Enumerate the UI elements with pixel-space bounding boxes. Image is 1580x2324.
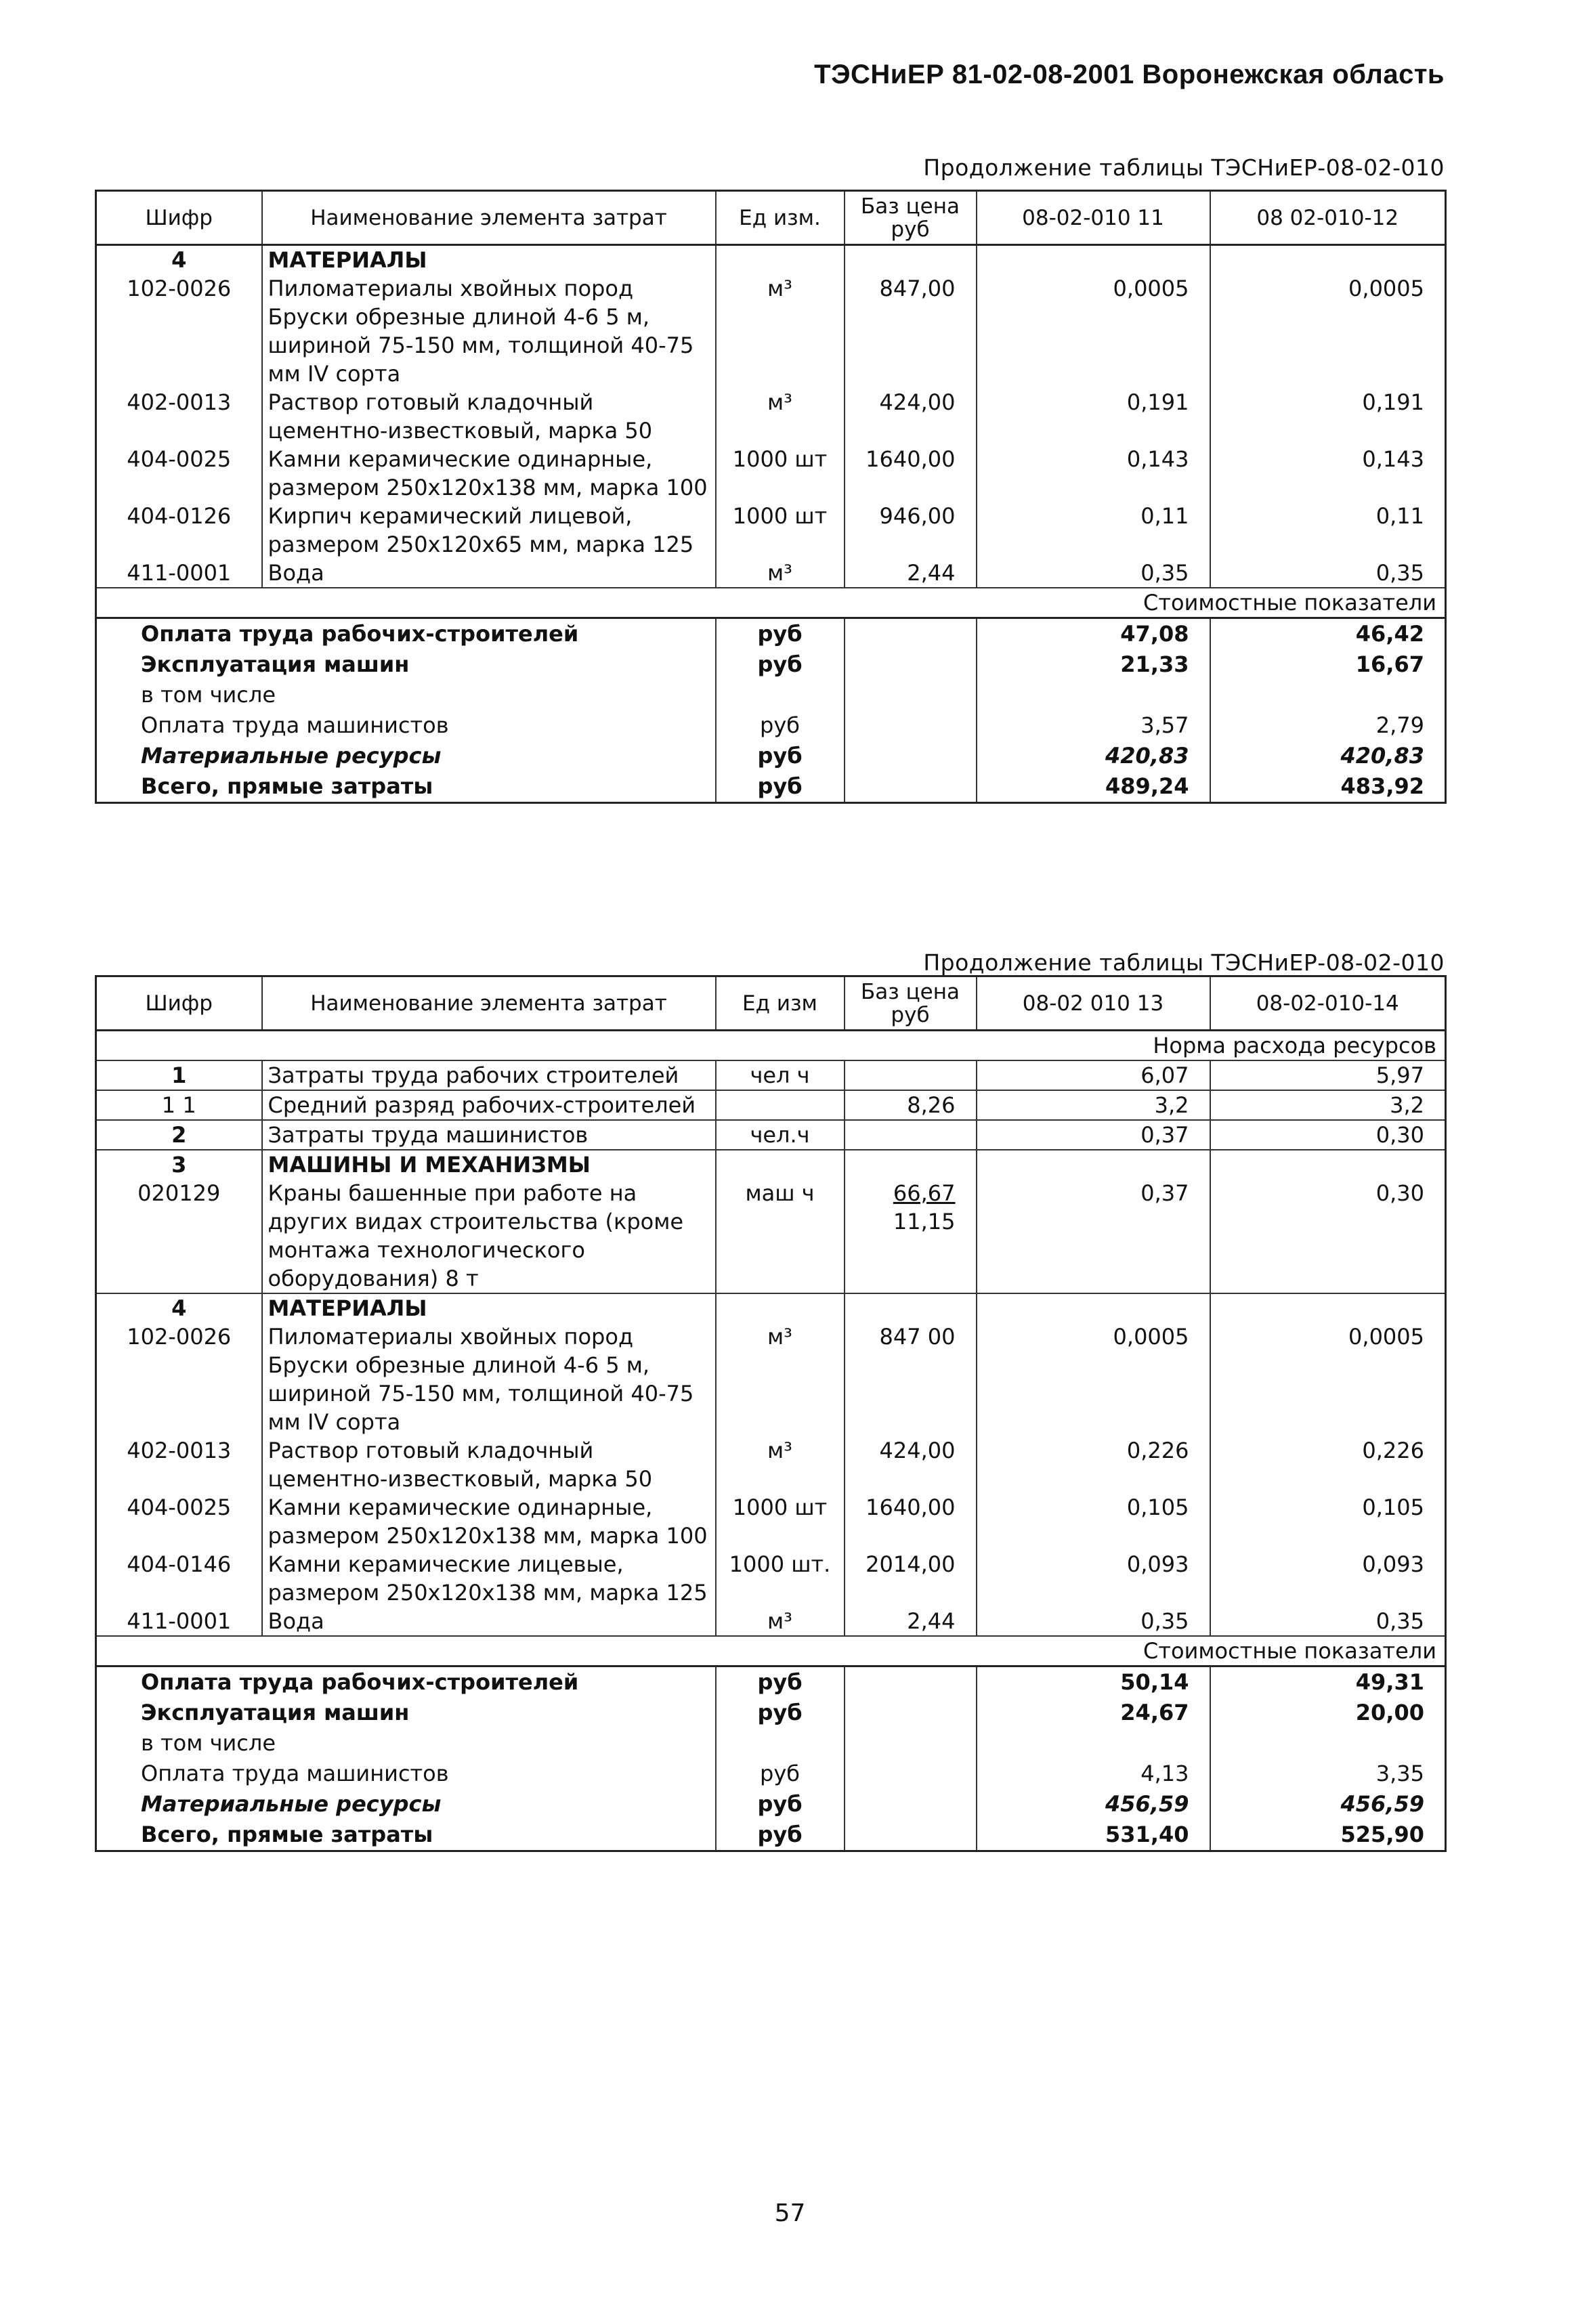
section-code: 4: [96, 245, 262, 275]
price-header: Баз цена руб: [845, 191, 977, 245]
empty-cell: [977, 245, 1210, 275]
cost-name: Эксплуатация машин: [141, 651, 410, 677]
cost-value-2: 3,35: [1210, 1759, 1446, 1789]
cost-name: Оплата труда рабочих-строителей: [141, 621, 579, 647]
item-name: Вода: [262, 1607, 716, 1636]
cost-value-2: 525,90: [1210, 1820, 1446, 1851]
item-name: Пиломатериалы хвойных пород Бруски обрезные длиной 4-6 5 м, шириной 75-150 мм, толщиной 40-75 мм IV сорта: [262, 1322, 716, 1436]
item-price: 1640,00: [845, 445, 977, 502]
cost-name: Оплата труда машинистов: [141, 1761, 449, 1786]
cost-value-1: 4,13: [977, 1759, 1210, 1789]
empty-cell: [845, 649, 977, 680]
table-row: [96, 1179, 1446, 1293]
cost-unit: руб: [716, 710, 845, 741]
item-unit: [716, 1090, 845, 1120]
col1-header: 08-02 010 13: [977, 976, 1210, 1031]
item-unit: чел ч: [716, 1060, 845, 1090]
item-value-1: 0,35: [977, 559, 1210, 588]
item-code: 404-0126: [127, 503, 232, 529]
cost-row: [96, 1789, 1446, 1820]
table-row: [96, 388, 1446, 445]
item-value-2: 0,143: [1210, 445, 1446, 502]
item-unit: м³: [716, 388, 845, 445]
empty-cell: [977, 1150, 1210, 1179]
table2-continuation: Продолжение таблицы ТЭСНиЕР-08-02-010: [923, 949, 1445, 976]
table1: [95, 190, 1447, 804]
name-header: Наименование элемента затрат: [262, 191, 716, 245]
item-name: Затраты труда рабочих строителей: [262, 1060, 716, 1090]
unit-header: Ед изм.: [716, 191, 845, 245]
item-price: [845, 1179, 977, 1293]
empty-cell: [977, 1293, 1210, 1322]
cost-name: Оплата труда рабочих-строителей: [141, 1669, 579, 1695]
item-value-1: 3,2: [977, 1090, 1210, 1120]
cost-name: Эксплуатация машин: [141, 1700, 410, 1725]
item-unit: м³: [716, 559, 845, 588]
cost-value-2: 16,67: [1210, 649, 1446, 680]
table-row: [96, 559, 1446, 588]
norm-label-text: Норма расхода ресурсов: [96, 1031, 1446, 1061]
item-price: [845, 1060, 977, 1090]
item-name: Средний разряд рабочих-строителей: [262, 1090, 716, 1120]
cost-name: Оплата труда машинистов: [141, 712, 449, 738]
item-value-1: 6,07: [977, 1060, 1210, 1090]
cost-name: Всего, прямые затраты: [141, 773, 433, 799]
item-price: 8,26: [845, 1090, 977, 1120]
table-row: [96, 1493, 1446, 1550]
table-row: [96, 445, 1446, 502]
item-price: 2,44: [845, 559, 977, 588]
table1-continuation: Продолжение таблицы ТЭСНиЕР-08-02-010: [923, 154, 1445, 181]
section-title: МАШИНЫ И МЕХАНИЗМЫ: [262, 1150, 716, 1179]
empty-cell: [845, 1293, 977, 1322]
item-value-1: 0,0005: [977, 1322, 1210, 1436]
item-value-2: 0,30: [1210, 1120, 1446, 1150]
item-code: 020129: [137, 1180, 221, 1206]
col1-header: 08-02-010 11: [977, 191, 1210, 245]
cost-label: [96, 588, 1446, 618]
item-value-1: 0,35: [977, 1607, 1210, 1636]
cost-row: [96, 741, 1446, 771]
item-name: Краны башенные при работе на других видах строительства (кроме монтажа технологического оборудования) 8 т: [262, 1179, 716, 1293]
table-row: [96, 1060, 1446, 1090]
cost-row: [96, 1698, 1446, 1728]
price-header: Баз цена руб: [845, 976, 977, 1031]
cost-row: [96, 1759, 1446, 1789]
item-unit: м³: [716, 274, 845, 388]
item-price: 2,44: [845, 1607, 977, 1636]
item-value-2: 0,0005: [1210, 274, 1446, 388]
table-row: [96, 1090, 1446, 1120]
cost-value-1: 3,57: [977, 710, 1210, 741]
item-price: 847,00: [845, 274, 977, 388]
item-code: 411-0001: [127, 560, 232, 586]
cost-value-2: 49,31: [1210, 1666, 1446, 1698]
cost-unit: [716, 680, 845, 710]
section-title: МАТЕРИАЛЫ: [262, 1293, 716, 1322]
name-header: Наименование элемента затрат: [262, 976, 716, 1031]
item-value-2: 0,30: [1210, 1179, 1446, 1293]
cost-unit: руб: [716, 1759, 845, 1789]
cost-unit: руб: [716, 1666, 845, 1698]
item-name: Кирпич керамический лицевой, размером 250x120x65 мм, марка 125: [262, 502, 716, 559]
cost-unit: руб: [716, 1698, 845, 1728]
cost-label-text: Стоимостные показатели: [96, 588, 1446, 618]
item-code: 102-0026: [127, 276, 232, 301]
item-unit: м³: [716, 1322, 845, 1436]
item-code: 102-0026: [127, 1324, 232, 1350]
item-value-1: 0,0005: [977, 274, 1210, 388]
item-code: 402-0013: [127, 1438, 232, 1463]
col2-header: 08 02-010-12: [1210, 191, 1446, 245]
cost-unit: руб: [716, 771, 845, 803]
empty-cell: [1210, 1150, 1446, 1179]
cost-name: в том числе: [141, 682, 276, 708]
code-header: Шифр: [145, 991, 213, 1016]
empty-cell: [1210, 1293, 1446, 1322]
cost-row: [96, 649, 1446, 680]
cost-value-2: 20,00: [1210, 1698, 1446, 1728]
empty-cell: [1210, 245, 1446, 275]
item-unit: 1000 шт: [716, 445, 845, 502]
item-unit: чел.ч: [716, 1120, 845, 1150]
cost-value-1: 47,08: [977, 618, 1210, 650]
item-unit: 1000 шт: [716, 502, 845, 559]
item-name: Пиломатериалы хвойных пород Бруски обрезные длиной 4-6 5 м, шириной 75-150 мм, толщиной 40-75 мм IV сорта: [262, 274, 716, 388]
item-price: 1640,00: [845, 1493, 977, 1550]
cost-unit: руб: [716, 1820, 845, 1851]
item-value-2: 0,35: [1210, 559, 1446, 588]
cost-value-2: 456,59: [1210, 1789, 1446, 1820]
empty-cell: [845, 680, 977, 710]
cost-unit: руб: [716, 1789, 845, 1820]
cost-unit: руб: [716, 649, 845, 680]
cost-row: [96, 1728, 1446, 1759]
item-value-1: 0,37: [977, 1120, 1210, 1150]
cost-name: Материальные ресурсы: [141, 1791, 442, 1817]
item-value-1: 0,11: [977, 502, 1210, 559]
table-row: [96, 274, 1446, 388]
empty-cell: [716, 1150, 845, 1179]
item-name: Раствор готовый кладочный цементно-известковый, марка 50: [262, 388, 716, 445]
document-header: ТЭСНиЕР 81-02-08-2001 Воронежская область: [814, 60, 1445, 89]
item-name: Затраты труда машинистов: [262, 1120, 716, 1150]
empty-cell: [845, 1789, 977, 1820]
item-value-2: 0,191: [1210, 388, 1446, 445]
table-row: [96, 1436, 1446, 1493]
price-value-secondary: 11,15: [893, 1209, 956, 1234]
empty-cell: [716, 245, 845, 275]
table2: [95, 975, 1447, 1852]
item-name: Раствор готовый кладочный цементно-известковый, марка 50: [262, 1436, 716, 1493]
item-unit: маш ч: [716, 1179, 845, 1293]
item-unit: 1000 шт: [716, 1493, 845, 1550]
cost-value-2: 483,92: [1210, 771, 1446, 803]
item-value-2: 0,0005: [1210, 1322, 1446, 1436]
cost-value-1: [977, 680, 1210, 710]
item-name: Камни керамические одинарные, размером 250x120x138 мм, марка 100: [262, 1493, 716, 1550]
cost-value-1: 456,59: [977, 1789, 1210, 1820]
item-value-1: 0,37: [977, 1179, 1210, 1293]
item-value-2: 5,97: [1210, 1060, 1446, 1090]
cost-value-2: [1210, 1728, 1446, 1759]
table-row: [96, 1322, 1446, 1436]
code-header: Шифр: [145, 205, 213, 230]
item-value-1: 0,226: [977, 1436, 1210, 1493]
cost-value-1: 50,14: [977, 1666, 1210, 1698]
item-value-1: 0,105: [977, 1493, 1210, 1550]
empty-cell: [845, 618, 977, 650]
table-row: [96, 1550, 1446, 1607]
section-title: МАТЕРИАЛЫ: [262, 245, 716, 275]
table-row: [96, 1607, 1446, 1636]
item-price: 2014,00: [845, 1550, 977, 1607]
cost-unit: руб: [716, 618, 845, 650]
item-code: 1 1: [96, 1090, 262, 1120]
page-number: 57: [774, 2199, 806, 2227]
empty-cell: [845, 1666, 977, 1698]
cost-row: [96, 771, 1446, 803]
item-value-2: 3,2: [1210, 1090, 1446, 1120]
cost-label-text: Стоимостные показатели: [96, 1636, 1446, 1666]
norm-label: [96, 1031, 1446, 1061]
section-row: [96, 245, 1446, 275]
empty-cell: [845, 741, 977, 771]
section-code: 3: [96, 1150, 262, 1179]
empty-cell: [845, 1698, 977, 1728]
item-price: 847 00: [845, 1322, 977, 1436]
cost-value-1: 21,33: [977, 649, 1210, 680]
empty-cell: [845, 771, 977, 803]
item-value-1: 0,143: [977, 445, 1210, 502]
cost-value-1: 489,24: [977, 771, 1210, 803]
cost-value-1: 420,83: [977, 741, 1210, 771]
item-unit: 1000 шт.: [716, 1550, 845, 1607]
cost-value-2: 46,42: [1210, 618, 1446, 650]
col2-header: 08-02-010-14: [1210, 976, 1446, 1031]
header-row: [96, 976, 1446, 1031]
empty-cell: [845, 1759, 977, 1789]
item-value-2: 0,11: [1210, 502, 1446, 559]
cost-row: [96, 1666, 1446, 1698]
cost-name: Материальные ресурсы: [141, 743, 442, 769]
empty-cell: [845, 1728, 977, 1759]
section-row: [96, 1150, 1446, 1179]
cost-value-2: 420,83: [1210, 741, 1446, 771]
empty-cell: [716, 1293, 845, 1322]
item-code: 404-0146: [127, 1551, 232, 1577]
cost-row: [96, 1820, 1446, 1851]
cost-row: [96, 710, 1446, 741]
item-name: Камни керамические лицевые, размером 250x120x138 мм, марка 125: [262, 1550, 716, 1607]
item-code: 411-0001: [127, 1608, 232, 1634]
item-value-1: 0,093: [977, 1550, 1210, 1607]
item-value-2: 0,226: [1210, 1436, 1446, 1493]
item-name: Вода: [262, 559, 716, 588]
cost-value-1: 24,67: [977, 1698, 1210, 1728]
cost-name: Всего, прямые затраты: [141, 1822, 433, 1847]
item-price: 424,00: [845, 1436, 977, 1493]
item-name: Камни керамические одинарные, размером 250x120x138 мм, марка 100: [262, 445, 716, 502]
item-unit: м³: [716, 1436, 845, 1493]
table-row: [96, 502, 1446, 559]
cost-value-2: 2,79: [1210, 710, 1446, 741]
item-price: 946,00: [845, 502, 977, 559]
item-code: 2: [96, 1120, 262, 1150]
item-price: 424,00: [845, 388, 977, 445]
item-value-2: 0,105: [1210, 1493, 1446, 1550]
item-value-2: 0,35: [1210, 1607, 1446, 1636]
empty-cell: [845, 245, 977, 275]
item-value-1: 0,191: [977, 388, 1210, 445]
table-row: [96, 1120, 1446, 1150]
item-price: [845, 1120, 977, 1150]
cost-unit: руб: [716, 741, 845, 771]
item-code: 402-0013: [127, 389, 232, 415]
cost-row: [96, 618, 1446, 650]
unit-header: Ед изм: [716, 976, 845, 1031]
item-code: 404-0025: [127, 446, 232, 472]
item-value-2: 0,093: [1210, 1550, 1446, 1607]
price-value: 66,67: [893, 1180, 956, 1206]
item-code: 404-0025: [127, 1494, 232, 1520]
section-row: [96, 1293, 1446, 1322]
empty-cell: [845, 1150, 977, 1179]
cost-unit: [716, 1728, 845, 1759]
cost-value-1: 531,40: [977, 1820, 1210, 1851]
empty-cell: [845, 1820, 977, 1851]
item-unit: м³: [716, 1607, 845, 1636]
cost-value-2: [1210, 680, 1446, 710]
cost-value-1: [977, 1728, 1210, 1759]
cost-row: [96, 680, 1446, 710]
item-code: 1: [96, 1060, 262, 1090]
section-code: 4: [96, 1293, 262, 1322]
empty-cell: [845, 710, 977, 741]
cost-label: [96, 1636, 1446, 1666]
header-row: [96, 191, 1446, 245]
cost-name: в том числе: [141, 1730, 276, 1756]
